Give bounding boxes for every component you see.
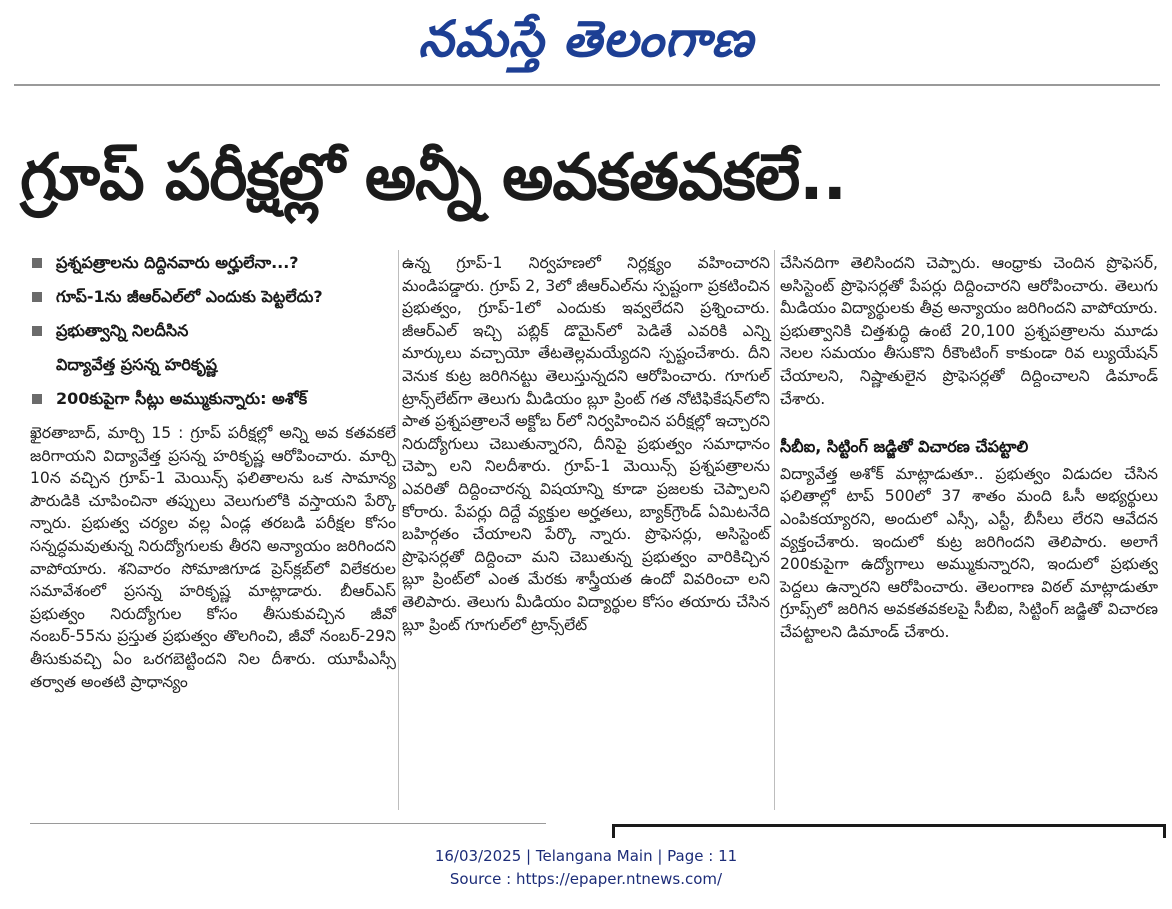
square-bullet-icon (32, 258, 42, 268)
newspaper-logo-title: నమస్తే తెలంగాణ (418, 10, 754, 68)
article-body-paragraph: విద్యావేత్త అశోక్ మాట్లాడుతూ.. ప్రభుత్వం విడుదల చేసిన ఫలితాల్లో టాప్ 500లో 37 శాతం మంది ఓసీ అభ్యర్థులు ఎంపికయ్యారని, అందులో ఎస్సీ, ఎస్టీ, బీసీలు లేరని ఆవేదన వ్యక్తంచేశారు. ఇందులో కుట్ర జరిగిందని తెలిపారు. అలాగే 200కుపైగా ఉద్యోగాలు అమ్ముకున్నారని, ఇందులో ప్రభుత్వ పెద్దలు ఉన్నారని ఆరోపించారు. తెలంగాణ విఠల్ మాట్లాడుతూ గ్రూప్స్‌లో జరిగిన అవకతవకలపై సీబీఐ, సిట్టింగ్ జడ్జితో విచారణ చేపట్టాలని డిమాండ్ చేశారు. (780, 464, 1158, 641)
bottom-divider (30, 823, 546, 824)
article-headline: గ్రూప్ పరీక్షల్లో అన్నీ అవకతవకలే.. (20, 141, 846, 215)
article-body-paragraph: ఖైరతాబాద్, మార్చి 15 : గ్రూప్ పరీక్షల్లో అన్ని అవ కతవకలే జరిగాయని విద్యావేత్త ప్రసన్న హరికృష్ణ ఆరోపించారు. మార్చి 10న వచ్చిన గ్రూప్-1 మెయిన్స్ ఫలితాలను ఒక సామాన్య పౌరుడికి చూపించినా తప్పులు వెలుగులోకి వస్తాయని పేర్కొ న్నారు. ప్రభుత్వ చర్యల వల్ల ఏండ్ల తరబడి పరీక్షల కోసం సన్నద్ధమవుతున్న నిరుద్యోగులకు తీరని అన్యాయం జరిగిందని వాపోయారు. శనివారం సోమాజిగూడ ప్రెస్‌క్లబ్‌లో విలేకరుల సమావేశంలో ప్రసన్న హరికృష్ణ మాట్లాడారు. బీఆర్‌ఎస్ ప్రభుత్వం నిరుద్యోగుల కోసం తీసుకువచ్చిన జీవో నంబర్-55ను ప్రస్తుత ప్రభుత్వం తొలగించి, జీవో నంబర్-29ని తీసుకువచ్చి ఏం ఒరగబెట్టిందని నిల దీశారు. యూపీఎస్సీ తర్వాత అంతటి ప్రాధాన్యం (30, 424, 396, 691)
page-footer (0, 845, 1172, 891)
bullet-item: ప్రభుత్వాన్ని నిలదీసిన విద్యావేత్త ప్రసన్న హరికృష్ణ (30, 314, 396, 382)
article-column-1 (30, 246, 396, 693)
square-bullet-icon (32, 394, 42, 404)
bullet-item: గూప్-1ను జీఆర్‌ఎల్‌లో ఎందుకు పెట్టలేదు? (30, 280, 396, 314)
section-subheading: సీబీఐ, సిట్టింగ్ జడ్జితో విచారణ చేపట్టాలి (780, 437, 1029, 457)
square-bullet-icon (32, 292, 42, 302)
bullet-item: 200కుపైగా సీట్లు అమ్ముకున్నారు: అశోక్ (30, 382, 396, 416)
article-column-2 (402, 252, 770, 636)
article-body-paragraph: చేసినదిగా తెలిసిందని చెప్పారు. ఆంధ్రాకు చెందిన ప్రొఫెసర్, అసిస్టెంట్ ప్రొఫెసర్లతో పేపర్లు దిద్దించారని ఆరోపించారు. తెలుగు మీడియం విద్యార్థులకు తీవ్ర అన్యాయం జరిగిందని వాపోయారు. ప్రభుత్వానికి చిత్తశుద్ధి ఉంటే 20,100 ప్రశ్నపత్రాలను మూడు నెలల సమయం తీసుకొని రీకౌంటింగ్ కాకుండా రివ ల్యుయేషన్ చేయాలని, నిష్ణాతులైన ప్రొఫెసర్లతో దిద్దించాలని డిమాండ్ చేశారు. (780, 254, 1158, 408)
article-column-3 (780, 252, 1158, 644)
highlight-bullets (30, 246, 396, 416)
masthead-divider (14, 84, 1160, 86)
column-divider (398, 250, 399, 810)
column-divider (774, 250, 775, 810)
next-article-box-edge (612, 824, 1166, 838)
square-bullet-icon (32, 326, 42, 336)
article-body-paragraph: ఉన్న గ్రూప్-1 నిర్వహణలో నిర్లక్ష్యం వహించారని మండిపడ్డారు. గ్రూప్ 2, 3లో జీఆర్‌ఎల్‌ను స్పష్టంగా ప్రకటించిన ప్రభుత్వం, గ్రూప్-1లో ఎందుకు ఇవ్వలేదని ప్రశ్నించారు. జీఆర్‌ఎల్ ఇచ్చి పబ్లిక్ డొమైన్‌లో పెడితే ఎవరికి ఎన్ని మార్కులు వచ్చాయో తేటతెల్లమయ్యేదని స్పష్టంచేశారు. దీని వెనుక కుట్ర జరిగినట్టు తెలుస్తున్నదని ఆరోపించారు. గూగుల్ ట్రాన్స్‌లేట్‌గా తెలుగు మీడియం బ్లూ ప్రింట్ గత నోటిఫికేషన్‌లోని పాత ప్రశ్నపత్రాలనే అక్టోబ ర్‌లో నిర్వహించిన పరీక్షల్లో ఇచ్చారని నిరుద్యోగులు చెబుతున్నారని, దీనిపై ప్రభుత్వం సమాధానం చెప్పా లని నిలదీశారు. గ్రూప్-1 మెయిన్స్ ప్రశ్నపత్రాలను ఎవరితో దిద్దించారన్న విషయాన్ని కూడా ప్రజలకు చెప్పాలని కోరారు. పేపర్లు దిద్దే వ్యక్తుల అర్హతలు, బ్యాక్‌గ్రౌండ్ ఏమిటనేది బహిర్గతం చేయాలని పేర్కొ న్నారు. ప్రొఫెసర్లు, అసిస్టెంట్ ప్రొఫెసర్లతో దిద్దించా మని చెబుతున్న ప్రభుత్వం వారికిచ్చిన బ్లూ ప్రింట్‌లో ఎంత మేరకు శాస్త్రీయత ఉందో వివరించా లని తెలిపారు. తెలుగు మీడియం విద్యార్థుల కోసం తయారు చేసిన బ్లూ ప్రింట్ గూగుల్‌లో ట్రాన్స్‌లేట్ (402, 254, 770, 634)
masthead (0, 0, 1172, 82)
bullet-item: ప్రశ్నపత్రాలను దిద్దినవారు అర్హులేనా...? (30, 246, 396, 280)
edition-info: 16/03/2025 | Telangana Main | Page : 11 (434, 847, 738, 865)
source-link[interactable]: Source : https://epaper.ntnews.com/ (449, 870, 723, 888)
